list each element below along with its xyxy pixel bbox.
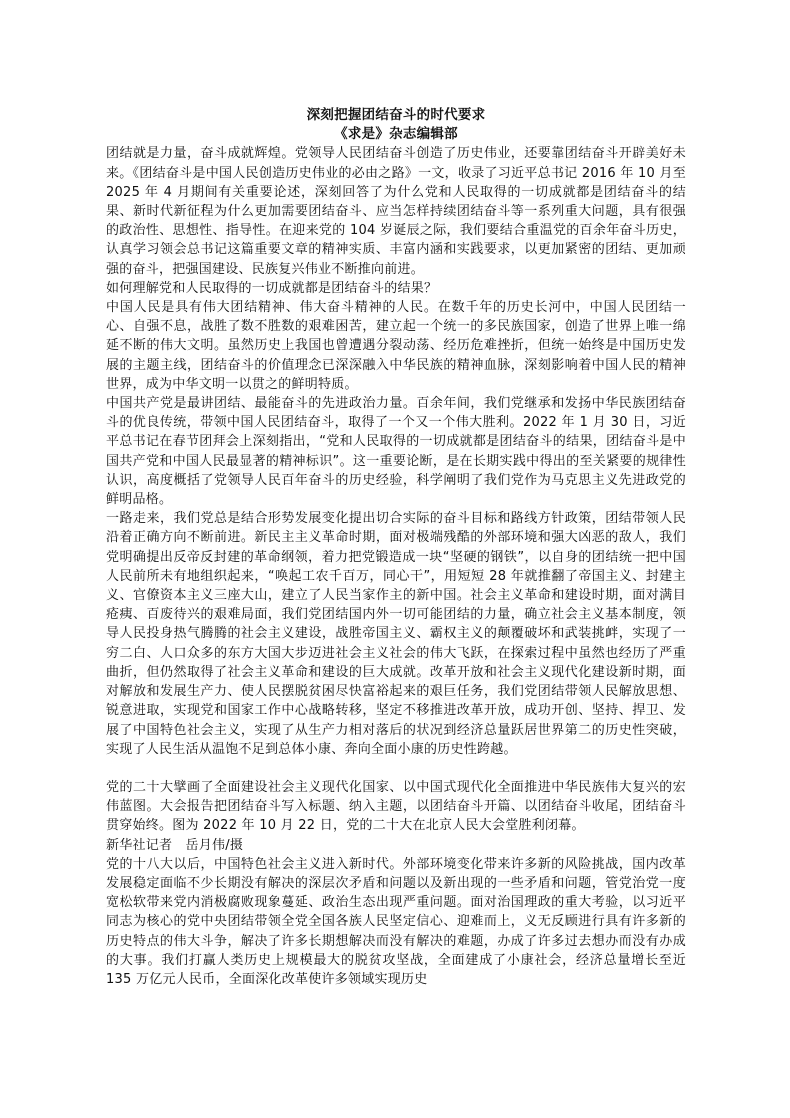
- blank-line: [106, 759, 686, 778]
- photo-caption: 党的二十大擘画了全面建设社会主义现代化国家、以中国式现代化全面推进中华民族伟大复兴的宏伟蓝图。大会报告把团结奋斗写入标题、纳入主题，以团结奋斗开篇、以团结奋斗收尾，团结奋斗贯穿始终。图为 2022 年 10 月 22 日，党的二十大在北京人民大会堂胜利闭幕。: [106, 779, 686, 834]
- photo-credit: 新华社记者 岳月伟/摄: [106, 837, 244, 853]
- section-question: 如何理解党和人民取得的一切成就都是团结奋斗的结果？: [106, 280, 438, 296]
- paragraph-intro: 团结就是力量，奋斗成就辉煌。党领导人民团结奋斗创造了历史伟业，还要靠团结奋斗开辟美好未来。《团结奋斗是中国人民创造历史伟业的必由之路》一文，收录了习近平总书记 2016 年 10 月至 2025 年 4 月期间有关重要论述，深刻回答了为什么党和人民取得的一切成就都是团结奋斗的结果、新时代新征程为什么更加需要团结奋斗、应当怎样持续团结奋斗等一系列重大问题，具有很强的政治性、思想性、指导性。在迎来党的 104 岁诞辰之际，我们要结合重温党的百余年奋斗历史，认真学习领会总书记这篇重要文章的精神实质、丰富内涵和实践要求，以更加紧密的团结、更加顽强的奋斗，把强国建设、民族复兴伟业不断推向前进。: [106, 146, 686, 277]
- paragraph-chinese-people: 中国人民是具有伟大团结精神、伟大奋斗精神的人民。在数千年的历史长河中，中国人民团结一心、自强不息，战胜了数不胜数的艰难困苦，建立起一个统一的多民族国家，创造了世界上唯一绵延不断的伟大文明。虽然历史上我国也曾遭遇分裂动荡、经历危难挫折，但统一始终是中国历史发展的主题主线，团结奋斗的价值理念已深深融入中华民族的精神血脉，深刻影响着中国人民的精神世界，成为中华文明一以贯之的鲜明特质。: [106, 300, 686, 392]
- paragraph-cpc: 中国共产党是最讲团结、最能奋斗的先进政治力量。百余年间，我们党继承和发扬中华民族团结奋斗的优良传统，带领中国人民团结奋斗，取得了一个又一个伟大胜利。2022 年 1 月 30 日，习近平总书记在春节团拜会上深刻指出，“党和人民取得的一切成就都是团结奋斗的结果，团结奋斗是中国共产党和中国人民最显著的精神标识”。这一重要论断，是在长期实践中得出的至关紧要的规律性认识，高度概括了党领导人民百年奋斗的历史经验，科学阐明了我们党作为马克思主义先进政党的鲜明品格。: [106, 396, 686, 508]
- article-body: [106, 104, 686, 989]
- article-title: 深刻把握团结奋斗的时代要求: [306, 107, 486, 123]
- paragraph-history: 一路走来，我们党总是结合形势发展变化提出切合实际的奋斗目标和路线方针政策，团结带领人民沿着正确方向不断前进。新民主主义革命时期，面对极端残酷的外部环境和强大凶恶的敌人，我们党明确提出反帝反封建的革命纲领，着力把党锻造成一块“坚硬的钢铁”，以自身的团结统一把中国人民前所未有地组织起来，“唤起工农千百万，同心干”，用短短 28 年就推翻了帝国主义、封建主义、官僚资本主义三座大山，建立了人民当家作主的新中国。社会主义革命和建设时期，面对满目疮痍、百废待兴的艰难局面，我们党团结国内外一切可能团结的力量，确立社会主义基本制度，领导人民投身热气腾腾的社会主义建设，战胜帝国主义、霸权主义的颠覆破坏和武装挑衅，实现了一穷二白、人口众多的东方大国大步迈进社会主义社会的伟大飞跃，在探索过程中虽然也经历了严重曲折，但仍然取得了社会主义革命和建设的巨大成就。改革开放和社会主义现代化建设新时期，面对解放和发展生产力、使人民摆脱贫困尽快富裕起来的艰巨任务，我们党团结带领人民解放思想、锐意进取，实现党和国家工作中心战略转移，坚定不移推进改革开放，成功开创、坚持、捍卫、发展了中国特色社会主义，实现了从生产力相对落后的状况到经济总量跃居世界第二的历史性突破，实现了人民生活从温饱不足到总体小康、奔向全面小康的历史性跨越。: [106, 511, 686, 757]
- article-author: 《求是》杂志编辑部: [334, 126, 458, 143]
- paragraph-new-era: 党的十八大以后，中国特色社会主义进入新时代。外部环境变化带来许多新的风险挑战，国内改革发展稳定面临不少长期没有解决的深层次矛盾和问题以及新出现的一些矛盾和问题，管党治党一度宽松软带来党内消极腐败现象蔓延、政治生态出现严重问题。面对治国理政的重大考验，以习近平同志为核心的党中央团结带领全党全国各族人民坚定信心、迎难而上，义无反顾进行具有许多新的历史特点的伟大斗争，解决了许多长期想解决而没有解决的难题，办成了许多过去想办而没有办成的大事。我们打赢人类历史上规模最大的脱贫攻坚战，全面建成了小康社会，经济总量增长至近 135 万亿元人民币，全面深化改革使许多领域实现历史: [106, 856, 686, 987]
